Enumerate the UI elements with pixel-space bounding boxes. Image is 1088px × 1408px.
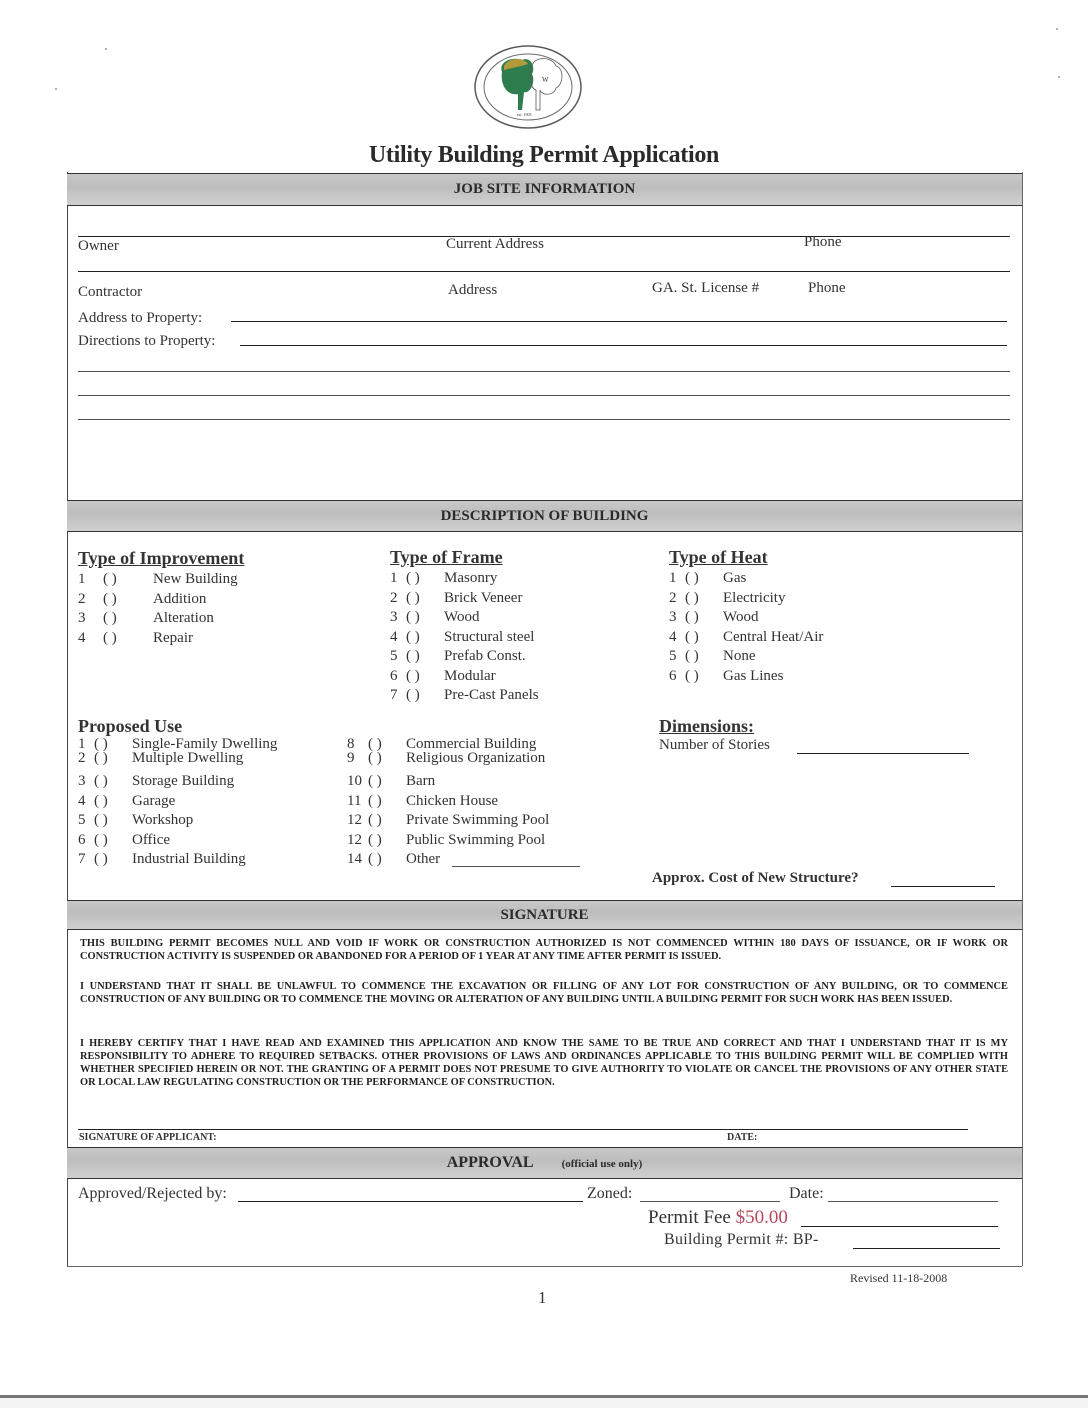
option-label: Multiple Dwelling (132, 750, 244, 766)
option-row[interactable] (78, 850, 277, 870)
heat-title: Type of Heat (669, 547, 768, 567)
option-row[interactable] (390, 569, 539, 589)
option-number: 4 (390, 628, 398, 645)
option-checkbox[interactable]: ( ) (368, 750, 382, 766)
zoned-label: Zoned: (587, 1185, 633, 1202)
option-label: Storage Building (132, 773, 235, 789)
contractor-line[interactable] (78, 271, 1010, 272)
option-checkbox[interactable]: ( ) (368, 792, 382, 809)
option-checkbox[interactable]: ( ) (103, 590, 117, 607)
option-row[interactable] (78, 831, 277, 851)
permit-fee (648, 1207, 788, 1229)
option-number: 3 (669, 609, 677, 625)
directions-line-4[interactable] (78, 419, 1010, 420)
option-label: Prefab Const. (444, 648, 526, 664)
option-checkbox[interactable]: ( ) (685, 609, 699, 625)
option-row[interactable] (669, 569, 823, 589)
building-permit-label: Building Permit #: BP- (664, 1231, 819, 1248)
option-number: 5 (78, 812, 86, 828)
owner-line[interactable] (78, 236, 1010, 237)
cost-field[interactable] (891, 886, 995, 887)
option-number: 1 (78, 571, 86, 587)
option-label: None (723, 648, 756, 664)
signature-header (67, 900, 1022, 930)
option-number: 12 (347, 831, 362, 848)
option-label: Workshop (132, 812, 194, 828)
option-checkbox[interactable]: ( ) (368, 812, 382, 828)
seal-monogram: W (542, 76, 549, 84)
form-frame-bottom (67, 1266, 1022, 1267)
address-to-property-label: Address to Property: (78, 310, 203, 326)
option-number: 7 (78, 851, 86, 867)
option-checkbox[interactable]: ( ) (368, 773, 382, 789)
heat-options (669, 569, 823, 686)
page-number: 1 (538, 1288, 547, 1307)
building-permit-field[interactable] (853, 1248, 1000, 1249)
option-row[interactable] (390, 628, 539, 648)
signature-line[interactable] (78, 1129, 968, 1130)
directions-line-2[interactable] (78, 371, 1010, 372)
option-label: Gas (723, 570, 747, 586)
option-number: 1 (669, 570, 677, 586)
seal-established: est. 1905 (517, 112, 532, 117)
scan-speck (105, 48, 107, 50)
improvement-options (78, 570, 238, 648)
job-site-header-text: JOB SITE INFORMATION (453, 181, 636, 197)
other-use-field[interactable] (452, 866, 580, 867)
scan-speck (1058, 76, 1060, 78)
applicant-signature-label: SIGNATURE OF APPLICANT: (79, 1132, 217, 1143)
scan-speck (55, 88, 57, 90)
option-checkbox[interactable]: ( ) (406, 570, 420, 586)
option-row[interactable] (78, 629, 238, 649)
option-label: Wood (723, 609, 759, 625)
approval-header (67, 1147, 1022, 1179)
option-row[interactable] (78, 609, 238, 629)
option-number: 2 (78, 750, 86, 766)
option-number: 1 (78, 736, 86, 752)
option-label: Other (406, 851, 441, 867)
option-number: 7 (390, 687, 398, 703)
option-number: 12 (347, 812, 362, 828)
option-checkbox[interactable]: ( ) (406, 667, 420, 684)
option-number: 6 (669, 667, 677, 684)
current-address-label: Current Address (446, 236, 544, 252)
page-title: Utility Building Permit Application (368, 142, 720, 168)
option-checkbox[interactable]: ( ) (685, 589, 699, 606)
signature-header-text: SIGNATURE (500, 907, 589, 923)
option-checkbox[interactable]: ( ) (368, 736, 382, 752)
approval-date-label: Date: (789, 1185, 824, 1202)
option-label: Addition (153, 590, 207, 607)
option-checkbox[interactable]: ( ) (94, 812, 108, 828)
option-number: 6 (390, 667, 398, 684)
approval-date-field[interactable] (828, 1201, 998, 1202)
option-row[interactable] (78, 570, 238, 590)
option-row[interactable] (669, 667, 823, 687)
option-row[interactable] (669, 647, 823, 667)
phone-label-contractor: Phone (808, 280, 846, 296)
option-number: 8 (347, 736, 355, 752)
license-label: GA. St. License # (652, 280, 760, 296)
option-number: 3 (78, 610, 86, 626)
option-number: 4 (78, 792, 86, 809)
option-label: Central Heat/Air (723, 628, 824, 645)
option-checkbox[interactable]: ( ) (103, 610, 117, 626)
phone-label-owner: Phone (804, 234, 842, 250)
option-checkbox[interactable]: ( ) (406, 628, 420, 645)
option-number: 4 (78, 629, 86, 646)
option-label: Brick Veneer (444, 589, 523, 606)
option-checkbox[interactable]: ( ) (685, 648, 699, 664)
option-label: Barn (406, 773, 436, 789)
approval-header-text: APPROVAL (446, 1154, 534, 1171)
option-number: 1 (390, 570, 398, 586)
approved-by-field[interactable] (238, 1201, 583, 1202)
proposed-use-title: Proposed Use (78, 716, 183, 736)
option-checkbox[interactable]: ( ) (94, 851, 108, 867)
option-label: Private Swimming Pool (406, 812, 550, 828)
option-label: Commercial Building (406, 736, 537, 752)
option-checkbox[interactable]: ( ) (685, 628, 699, 645)
option-checkbox[interactable]: ( ) (103, 571, 117, 587)
option-number: 2 (669, 589, 677, 606)
address-to-property-field[interactable] (231, 321, 1007, 322)
option-row[interactable] (78, 590, 238, 610)
option-row[interactable] (390, 686, 539, 706)
option-checkbox[interactable]: ( ) (94, 736, 108, 752)
option-row[interactable] (347, 737, 549, 751)
revised-date: Revised 11-18-2008 (850, 1271, 948, 1285)
option-label: Public Swimming Pool (406, 831, 546, 848)
option-label: New Building (153, 571, 238, 587)
page-edge-shadow (0, 1398, 1088, 1408)
option-row[interactable] (78, 772, 277, 792)
option-row[interactable] (78, 811, 277, 831)
option-row[interactable] (78, 751, 277, 765)
option-row[interactable] (347, 811, 549, 831)
approval-header-note: (official use only) (561, 1158, 643, 1170)
option-label: Garage (132, 792, 176, 809)
option-row[interactable] (347, 831, 549, 851)
directions-field[interactable] (240, 345, 1007, 346)
option-row[interactable] (390, 589, 539, 609)
option-label: Chicken House (406, 792, 499, 809)
contractor-label: Contractor (78, 284, 143, 300)
option-label: Modular (444, 667, 496, 684)
option-label: Structural steel (444, 628, 535, 645)
option-label: Alteration (153, 610, 214, 626)
option-number: 2 (390, 589, 398, 606)
permit-fee-field[interactable] (801, 1226, 998, 1227)
option-label: Electricity (723, 589, 786, 606)
description-header-text: DESCRIPTION OF BUILDING (440, 508, 649, 524)
directions-line-3[interactable] (78, 395, 1010, 396)
option-number: 10 (347, 773, 362, 789)
description-header (67, 500, 1022, 532)
option-checkbox[interactable]: ( ) (94, 792, 108, 809)
option-label: Industrial Building (132, 851, 246, 867)
approved-by-label: Approved/Rejected by: (78, 1185, 227, 1202)
stories-field[interactable] (797, 753, 969, 754)
option-row[interactable] (669, 628, 823, 648)
option-label: Masonry (444, 570, 498, 586)
option-checkbox[interactable]: ( ) (368, 851, 382, 867)
option-number: 5 (669, 648, 677, 664)
option-number: 9 (347, 750, 355, 766)
option-checkbox[interactable]: ( ) (368, 831, 382, 848)
option-label: Single-Family Dwelling (132, 736, 278, 752)
option-row[interactable] (347, 772, 549, 792)
option-number: 6 (78, 831, 86, 848)
option-number: 14 (347, 851, 362, 867)
option-number: 3 (390, 609, 398, 625)
option-checkbox[interactable]: ( ) (103, 629, 117, 646)
option-label: Wood (444, 609, 480, 625)
option-row[interactable] (669, 608, 823, 628)
option-row[interactable] (390, 647, 539, 667)
option-checkbox[interactable]: ( ) (406, 687, 420, 703)
option-number: 4 (669, 628, 677, 645)
permit-fee-amount: $50.00 (735, 1207, 788, 1228)
option-label: Pre-Cast Panels (444, 687, 539, 703)
option-checkbox[interactable]: ( ) (94, 773, 108, 789)
option-label: Gas Lines (723, 667, 784, 684)
frame-title: Type of Frame (390, 547, 503, 567)
stories-label: Number of Stories (659, 737, 770, 753)
address-label: Address (448, 282, 498, 298)
option-label: Religious Organization (406, 750, 546, 766)
option-number: 5 (390, 648, 398, 664)
zoned-field[interactable] (640, 1201, 780, 1202)
legal-paragraph-3: I HEREBY CERTIFY THAT I HAVE READ AND EXAMINED THIS APPLICATION AND KNOW THE SAME TO BE TRUE AND CORRECT AND THAT I UNDERSTAND THAT IT IS MY RESPONSIBILITY TO ADHERE TO REQUIRED SETBACKS. OTHER PROVISIONS OF LAWS AND ORDINANCES APPLICABLE TO THIS BUILDING PERMIT WILL BE COMPLIED WITH WHETHER SPECIFIED HEREIN OR NOT. THE GRANTING OF A PERMIT DOES NOT PRESUME TO GIVE AUTHORITY TO VIOLATE OR CANCEL THE PROVISIONS OF ANY OTHER STATE OR LOCAL LAW REGULATING CONSTRUCTION OR THE PERFORMANCE OF CONSTRUCTION. (80, 1038, 1008, 1088)
option-checkbox[interactable]: ( ) (94, 750, 108, 766)
option-checkbox[interactable]: ( ) (94, 831, 108, 848)
directions-label: Directions to Property: (78, 333, 216, 349)
option-number: 11 (347, 792, 362, 809)
option-row[interactable] (669, 589, 823, 609)
cost-label: Approx. Cost of New Structure? (652, 870, 859, 886)
dimensions-title: Dimensions: (659, 716, 755, 736)
option-checkbox[interactable]: ( ) (406, 609, 420, 625)
option-checkbox[interactable]: ( ) (406, 648, 420, 664)
permit-fee-label: Permit Fee (648, 1207, 736, 1228)
scan-speck (1056, 28, 1058, 30)
signature-date-label: DATE: (727, 1132, 758, 1143)
option-row[interactable] (347, 751, 549, 765)
option-number: 2 (78, 590, 86, 607)
legal-paragraph-2: I UNDERSTAND THAT IT SHALL BE UNLAWFUL TO COMMENCE THE EXCAVATION OR FILLING OF ANY LOT FOR CONSTRUCTION OF ANY BUILDING, OR TO COMMENCE CONSTRUCTION OF ANY BUILDING OR TO COMMENCE THE MOVING OR ALTERATION OF ANY BUILDING UNTIL A BUILDING PERMIT FOR SUCH WORK HAS BEEN ISSUED. (80, 981, 1008, 1005)
option-label: Office (132, 831, 171, 848)
option-row[interactable] (390, 608, 539, 628)
proposed-use-left (78, 737, 277, 870)
city-seal-logo (472, 44, 584, 130)
improvement-title: Type of Improvement (78, 548, 245, 568)
option-checkbox[interactable]: ( ) (406, 589, 420, 606)
option-row[interactable] (390, 667, 539, 687)
legal-paragraph-1: THIS BUILDING PERMIT BECOMES NULL AND VOID IF WORK OR CONSTRUCTION AUTHORIZED IS NOT COMMENCED WITHIN 180 DAYS OF ISSUANCE, OR IF WORK OR CONSTRUCTION ACTIVITY IS SUSPENDED OR ABANDONED FOR A PERIOD OF 1 YEAR AT ANY TIME AFTER PERMIT IS ISSUED. (80, 938, 1008, 962)
proposed-use-right (347, 737, 549, 870)
option-label: Repair (153, 629, 193, 646)
frame-options (390, 569, 539, 706)
option-checkbox[interactable]: ( ) (685, 570, 699, 586)
job-site-header (67, 173, 1022, 206)
option-number: 3 (78, 773, 86, 789)
option-row[interactable] (78, 792, 277, 812)
option-row[interactable] (78, 737, 277, 751)
option-checkbox[interactable]: ( ) (685, 667, 699, 684)
option-row[interactable] (347, 792, 549, 812)
owner-label: Owner (78, 238, 119, 254)
